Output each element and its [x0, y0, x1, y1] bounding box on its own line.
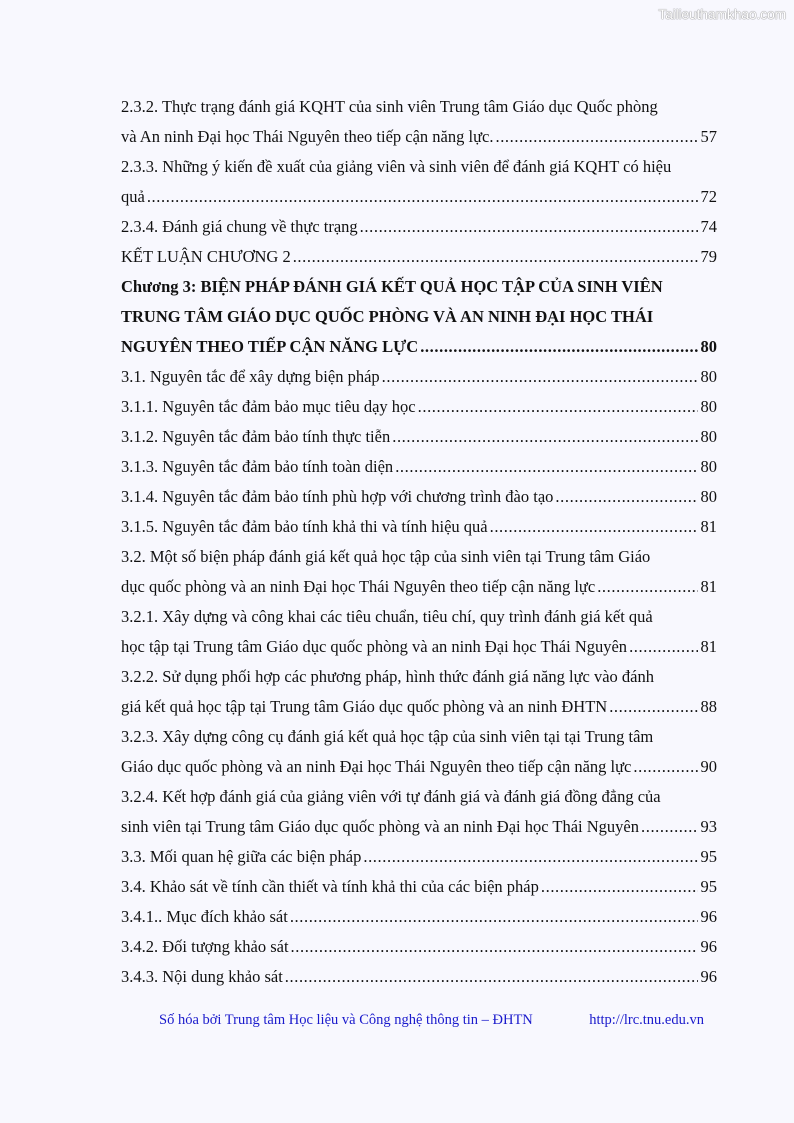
- toc-entry-leader-line: [121, 752, 717, 782]
- toc-entry[interactable]: [121, 242, 717, 272]
- toc-entry[interactable]: [121, 512, 717, 542]
- dot-leader: [495, 122, 697, 152]
- toc-entry-leader-line: [121, 902, 717, 932]
- dot-leader: [147, 182, 698, 212]
- toc-entry-line: TRUNG TÂM GIÁO DỤC QUỐC PHÒNG VÀ AN NINH ĐẠI HỌC THÁI: [121, 307, 654, 326]
- dot-leader: [629, 632, 697, 662]
- toc-page-number: 81: [700, 517, 717, 536]
- toc-page-number: 93: [700, 817, 717, 836]
- toc-entry-line: 2.3.2. Thực trạng đánh giá KQHT của sinh viên Trung tâm Giáo dục Quốc phòng: [121, 97, 658, 116]
- toc-page-number: 80: [700, 337, 717, 356]
- toc-entry-title: NGUYÊN THEO TIẾP CẬN NĂNG LỰC: [121, 337, 419, 356]
- toc-entry-leader-line: [121, 422, 717, 452]
- toc-page-number: 95: [700, 847, 717, 866]
- toc-entry-title: dục quốc phòng và an ninh Đại học Thái Nguyên theo tiếp cận năng lực: [121, 577, 596, 596]
- toc-entry-title: 3.1.3. Nguyên tắc đảm bảo tính toàn diện: [121, 457, 394, 476]
- toc-entry-line: 2.3.3. Những ý kiến đề xuất của giảng viên và sinh viên để đánh giá KQHT có hiệu: [121, 157, 672, 176]
- toc-entry-leader-line: [121, 122, 717, 152]
- toc-entry[interactable]: [121, 662, 717, 722]
- toc-entry-title: 3.1.2. Nguyên tắc đảm bảo tính thực tiễn: [121, 427, 391, 446]
- toc-entry[interactable]: [121, 362, 717, 392]
- toc-page-number: 80: [700, 487, 717, 506]
- toc-entry-leader-line: [121, 182, 717, 212]
- toc-entry-leader-line: [121, 632, 717, 662]
- footer-credit: Số hóa bởi Trung tâm Học liệu và Công nghệ thông tin – ĐHTN: [159, 1012, 533, 1028]
- toc-page-number: 74: [700, 217, 717, 236]
- dot-leader: [382, 362, 698, 392]
- toc-entry-title: giá kết quả học tập tại Trung tâm Giáo dục quốc phòng và an ninh ĐHTN: [121, 697, 608, 716]
- toc-entry-title: 3.3. Mối quan hệ giữa các biện pháp: [121, 847, 362, 866]
- toc-entry-title: KẾT LUẬN CHƯƠNG 2: [121, 247, 291, 266]
- toc-entry-title: 3.1.5. Nguyên tắc đảm bảo tính khả thi và tính hiệu quả: [121, 517, 488, 536]
- dot-leader: [420, 332, 697, 362]
- toc-page-number: 90: [700, 757, 717, 776]
- toc-page-number: 81: [700, 577, 717, 596]
- dot-leader: [641, 812, 698, 842]
- dot-leader: [633, 752, 697, 782]
- toc-page-number: 81: [700, 637, 717, 656]
- toc-entry-leader-line: [121, 242, 717, 272]
- toc-entry[interactable]: [121, 962, 717, 992]
- toc-entry-line: 3.2.2. Sử dụng phối hợp các phương pháp, hình thức đánh giá năng lực vào đánh: [121, 667, 655, 686]
- toc-page-number: 96: [700, 967, 717, 986]
- dot-leader: [597, 572, 697, 602]
- toc-entry-leader-line: [121, 572, 717, 602]
- dot-leader: [490, 512, 698, 542]
- dot-leader: [285, 962, 698, 992]
- toc-entry-leader-line: [121, 812, 717, 842]
- toc-entry[interactable]: [121, 722, 717, 782]
- toc-entry-leader-line: [121, 332, 717, 362]
- toc-entry-leader-line: [121, 692, 717, 722]
- toc-page-number: 57: [700, 127, 717, 146]
- toc-entry[interactable]: [121, 272, 717, 362]
- toc-entry-leader-line: [121, 872, 717, 902]
- toc-page-number: 80: [700, 397, 717, 416]
- toc-entry-title: 3.4. Khảo sát về tính cần thiết và tính khả thi của các biện pháp: [121, 877, 539, 896]
- toc-entry[interactable]: [121, 482, 717, 512]
- toc-page-number: 96: [700, 907, 717, 926]
- toc-entry-leader-line: [121, 392, 717, 422]
- toc-entry[interactable]: [121, 872, 717, 902]
- dot-leader: [293, 242, 698, 272]
- dot-leader: [541, 872, 698, 902]
- toc-entry[interactable]: [121, 422, 717, 452]
- toc-entry-title: sinh viên tại Trung tâm Giáo dục quốc phòng và an ninh Đại học Thái Nguyên: [121, 817, 639, 836]
- toc-entry-line: 3.2.3. Xây dựng công cụ đánh giá kết quả học tập của sinh viên tại tại Trung tâm: [121, 727, 654, 746]
- toc-entry-title: 3.4.3. Nội dung khảo sát: [121, 967, 283, 986]
- dot-leader: [360, 212, 698, 242]
- toc-entry[interactable]: [121, 602, 717, 662]
- toc-page-number: 96: [700, 937, 717, 956]
- toc-entry-line: 3.2.1. Xây dựng và công khai các tiêu chuẩn, tiêu chí, quy trình đánh giá kết quả: [121, 607, 653, 626]
- toc-entry-title: 3.4.2. Đối tượng khảo sát: [121, 937, 289, 956]
- watermark: Tailieuthamkhao.com: [658, 6, 786, 22]
- toc-entry-title: Giáo dục quốc phòng và an ninh Đại học Thái Nguyên theo tiếp cận năng lực: [121, 757, 632, 776]
- toc-entry-line: Chương 3: BIỆN PHÁP ĐÁNH GIÁ KẾT QUẢ HỌC TẬP CỦA SINH VIÊN: [121, 277, 663, 296]
- toc-entry-leader-line: [121, 842, 717, 872]
- toc-entry[interactable]: [121, 152, 717, 212]
- toc-page-number: 80: [700, 427, 717, 446]
- dot-leader: [363, 842, 697, 872]
- dot-leader: [395, 452, 697, 482]
- toc-entry-title: và An ninh Đại học Thái Nguyên theo tiếp cận năng lực.: [121, 127, 494, 146]
- toc-entry[interactable]: [121, 902, 717, 932]
- toc-page-number: 88: [700, 697, 717, 716]
- toc-entry-title: 3.1.1. Nguyên tắc đảm bảo mục tiêu dạy học: [121, 397, 416, 416]
- toc-entry[interactable]: [121, 842, 717, 872]
- toc-entry-title: 3.1.4. Nguyên tắc đảm bảo tính phù hợp với chương trình đào tạo: [121, 487, 554, 506]
- toc-entry[interactable]: [121, 782, 717, 842]
- page-footer: [159, 1012, 704, 1029]
- toc-entry-leader-line: [121, 362, 717, 392]
- toc-page-number: 79: [700, 247, 717, 266]
- toc-entry[interactable]: [121, 542, 717, 602]
- dot-leader: [392, 422, 697, 452]
- dot-leader: [555, 482, 697, 512]
- toc-entry[interactable]: [121, 212, 717, 242]
- toc-entry-title: 3.4.1.. Mục đích khảo sát: [121, 907, 288, 926]
- toc-entry-title: học tập tại Trung tâm Giáo dục quốc phòng và an ninh Đại học Thái Nguyên: [121, 637, 628, 656]
- toc-page-number: 80: [700, 457, 717, 476]
- toc-entry-leader-line: [121, 932, 717, 962]
- toc-page-number: 80: [700, 367, 717, 386]
- toc-entry-leader-line: [121, 962, 717, 992]
- toc-entry-leader-line: [121, 482, 717, 512]
- toc-entry-title: quả: [121, 187, 145, 206]
- toc-entry-leader-line: [121, 212, 717, 242]
- dot-leader: [291, 932, 698, 962]
- toc-entry-title: 3.1. Nguyên tắc để xây dựng biện pháp: [121, 367, 380, 386]
- toc-entry[interactable]: [121, 92, 717, 152]
- table-of-contents: [121, 92, 717, 992]
- toc-entry-title: 2.3.4. Đánh giá chung về thực trạng: [121, 217, 358, 236]
- toc-page-number: 72: [700, 187, 717, 206]
- toc-entry-leader-line: [121, 452, 717, 482]
- toc-entry-line: 3.2.4. Kết hợp đánh giá của giảng viên với tự đánh giá và đánh giá đồng đẳng của: [121, 787, 661, 806]
- toc-entry[interactable]: [121, 392, 717, 422]
- toc-page-number: 95: [700, 877, 717, 896]
- toc-entry[interactable]: [121, 452, 717, 482]
- dot-leader: [290, 902, 698, 932]
- dot-leader: [609, 692, 697, 722]
- toc-entry[interactable]: [121, 932, 717, 962]
- footer-url[interactable]: http://lrc.tnu.edu.vn: [589, 1012, 704, 1028]
- toc-entry-line: 3.2. Một số biện pháp đánh giá kết quả học tập của sinh viên tại Trung tâm Giáo: [121, 547, 651, 566]
- toc-entry-leader-line: [121, 512, 717, 542]
- dot-leader: [418, 392, 698, 422]
